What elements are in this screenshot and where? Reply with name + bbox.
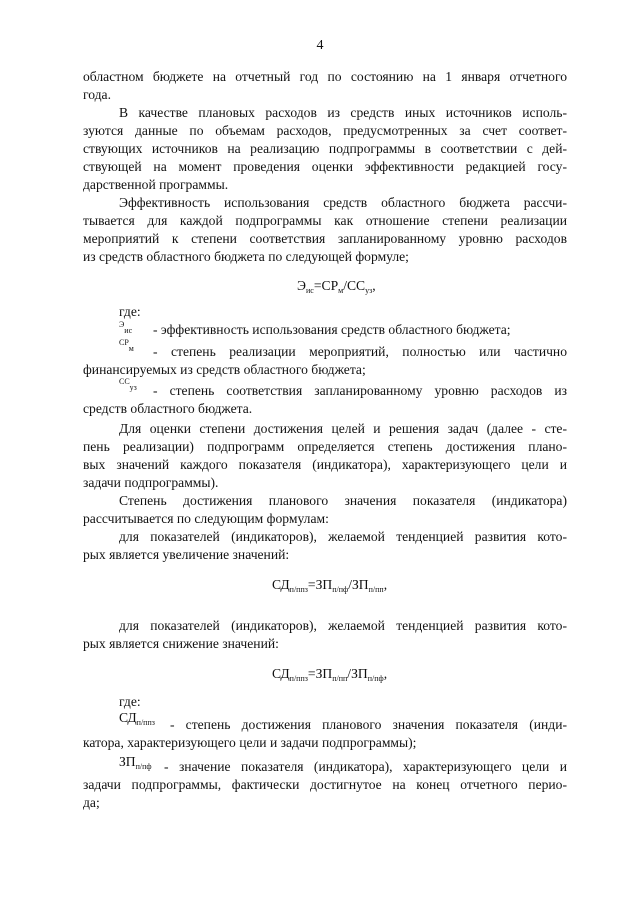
text-line: Для оценки степени достижения целей и решения задач (далее - сте- [119, 421, 567, 436]
text-line: для показателей (индикаторов), желаемой тенденцией развития кото- [119, 618, 567, 633]
text-line: - степень достижения планового значения показателя (инди- [170, 717, 567, 732]
symbol-e: $^Э_{ис}$ [119, 320, 133, 335]
symbol-zp: $ЗП_{п/пф}$ [119, 754, 152, 771]
text-line: ствующей на момент проведения оценки эффективности редакцией госу- [83, 159, 567, 174]
formula-efficiency: $Э_{ис}=СР_м/СС_{уз}$, [297, 278, 376, 295]
text-line: рых является снижение значений: [83, 636, 279, 651]
text-line: где: [119, 304, 141, 319]
text-line: - степень соответствия запланированному уровню расходов из [153, 383, 567, 398]
text-line: задачи подпрограммы, фактически достигнутое на конец отчетного перио- [83, 777, 567, 792]
text-line: областном бюджете на отчетный год по состоянию на 1 января отчетного [83, 69, 567, 84]
text-line: рых является увеличение значений: [83, 547, 290, 562]
text-line: средств областного бюджета. [83, 401, 253, 416]
text-line: зуются данные по объемам расходов, предусмотренных за счет соответ- [83, 123, 567, 138]
text-line: - эффективность использования средств областного бюджета; [153, 322, 511, 337]
text-line: финансируемых из средств областного бюджета; [83, 362, 366, 377]
text-line: В качестве плановых расходов из средств иных источников исполь- [119, 105, 567, 120]
text-line: рассчитывается по следующим формулам: [83, 511, 329, 526]
text-line: задачи подпрограммы). [83, 475, 219, 490]
symbol-ss: $^{СС}_{уз}$ [119, 377, 137, 392]
page-number: 4 [316, 38, 324, 53]
text-line: - значение показателя (индикатора), характеризующего цели и [164, 759, 567, 774]
text-line: для показателей (индикаторов), желаемой тенденцией развития кото- [119, 529, 567, 544]
text-line: вых значений каждого показателя (индикатора), характеризующего цели и [83, 457, 567, 472]
text-line: тывается для каждой подпрограммы как отношение степени реализации [83, 213, 567, 228]
symbol-sr: $^{СР}_м$ [119, 338, 134, 353]
formula-increase: $СД_{п/ппз}=ЗП_{п/пф}/ЗП_{п/пп}$, [272, 577, 388, 594]
text-line: катора, характеризующего цели и задачи подпрограммы); [83, 735, 417, 750]
text-line: - степень реализации мероприятий, полностью или частично [153, 344, 567, 359]
text-line: года. [83, 87, 111, 102]
formula-decrease: $СД_{п/ппз}=ЗП_{п/пп}/ЗП_{п/пф}$, [272, 666, 388, 683]
text-line: Эффективность использования средств областного бюджета рассчи- [119, 195, 567, 210]
symbol-sd: $СД_{п/ппз}$ [119, 710, 155, 727]
text-line: Степень достижения планового значения показателя (индикатора) [119, 493, 567, 508]
text-line: да; [83, 795, 100, 810]
text-line: пень реализации) подпрограмм определяется степень достижения плано- [83, 439, 567, 454]
text-line: дарственной программы. [83, 177, 229, 192]
text-line: из средств областного бюджета по следующей формуле; [83, 249, 409, 264]
text-line: ствующих источников на реализацию подпрограммы в соответствии с дей- [83, 141, 567, 156]
text-line: мероприятий к степени соответствия запланированному уровню расходов [83, 231, 567, 246]
text-line: где: [119, 694, 141, 709]
